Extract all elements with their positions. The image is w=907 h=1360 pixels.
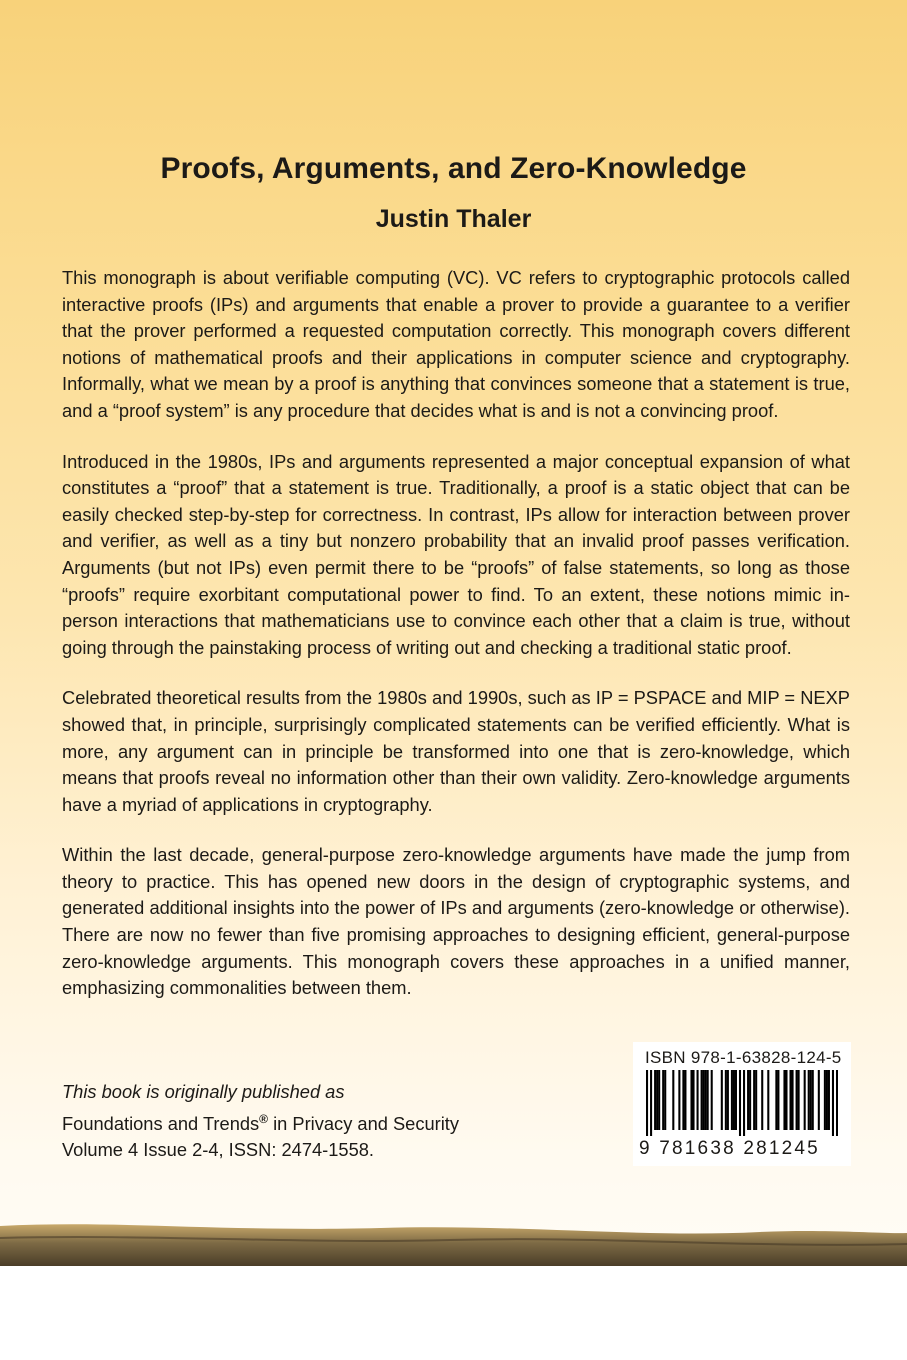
barcode-bar <box>755 1070 757 1130</box>
barcode-bars <box>646 1070 838 1136</box>
barcode-bar <box>721 1070 723 1130</box>
blurb-paragraph: Introduced in the 1980s, IPs and arguments represented a major conceptual expansion of what constitutes a “proof” that a statement is true. Traditionally, a proof is a static object that can be easily checked step-by-step for correctness. In contrast, IPs allow for interaction between prover and verifier, as well as a tiny but nonzero probability that an invalid proof passes verification. Arguments (but not IPs) even permit there to be “proofs” of false statements, so long as those “proofs” require exorbitant computational power to find. To an extent, these notions mimic in-person interactions that mathematicians use to convince each other that a claim is true, without going through the painstaking process of writing out and checking a traditional static proof. <box>62 450 850 658</box>
barcode-bar <box>654 1070 656 1130</box>
barcode-bar <box>678 1070 680 1130</box>
barcode-bar <box>711 1070 713 1130</box>
blurb-paragraph: Within the last decade, general-purpose zero-knowledge arguments have made the jump from theory to practice. This has opened new doors in the design of cryptographic systems, and generated additional insights into the power of IPs and arguments (zero-knowledge or otherwise). There are now no fewer than five promising approaches to designing efficient, general-purpose zero-knowledge arguments. This monograph covers these approaches in a unified manner, emphasizing commonalities between them. <box>62 844 850 999</box>
blurb-paragraph: This monograph is about verifiable computing (VC). VC refers to cryptographic protocols called interactive proofs (IPs) and arguments that enable a prover to provide a guarantee to a verifier that the prover performed a requested computation correctly. This monograph covers different notions of mathematical proofs and their applications in computer science and cryptography. Informally, what we mean by a proof is anything that convinces someone that a statement is true, and a “proof system” is any procedure that decides what is and is not a convincing proof. <box>62 267 850 421</box>
barcode-bar <box>664 1070 666 1130</box>
isbn-barcode <box>633 1042 851 1166</box>
barcode-bar <box>725 1070 727 1130</box>
barcode-bar <box>703 1070 705 1130</box>
barcode-bar <box>775 1070 777 1130</box>
barcode-bar <box>753 1070 755 1130</box>
barcode-bar <box>812 1070 814 1130</box>
publication-line-1: This book is originally published as <box>62 1081 345 1102</box>
blurb-paragraph: Celebrated theoretical results from the 1980s and 1990s, such as IP = PSPACE and MIP = NEXP showed that, in principle, surprisingly complicated statements can be verified efficiently. What is more, any argument can in principle be transformed into one that is zero-knowledge, which means that proofs reveal no information other than their own validity. Zero-knowledge arguments have a myriad of applications in cryptography. <box>62 687 850 815</box>
barcode-bar <box>672 1070 674 1130</box>
isbn-digits: 9 781638 281245 <box>639 1138 820 1159</box>
barcode-bar <box>785 1070 787 1130</box>
barcode-bar <box>662 1070 664 1130</box>
barcode-bar <box>701 1070 703 1130</box>
barcode-bar <box>690 1070 692 1130</box>
barcode-bar <box>749 1070 751 1130</box>
barcode-bar <box>646 1070 648 1136</box>
bottom-margin <box>0 1266 907 1360</box>
horizon-landscape <box>0 1218 907 1266</box>
barcode-bar <box>783 1070 785 1130</box>
barcode-bar <box>810 1070 812 1130</box>
publication-line-3: Volume 4 Issue 2-4, ISSN: 2474-1558. <box>62 1139 374 1161</box>
barcode-bar <box>789 1070 791 1130</box>
book-title: Proofs, Arguments, and Zero-Knowledge <box>160 152 747 185</box>
barcode-bar <box>792 1070 794 1130</box>
barcode-bar <box>767 1070 769 1130</box>
barcode-bar <box>826 1070 828 1130</box>
series-suffix: in Privacy and Security <box>268 1112 460 1134</box>
barcode-bar <box>650 1070 652 1136</box>
publication-note <box>62 1079 582 1164</box>
barcode-bar <box>658 1070 660 1130</box>
barcode-bar <box>832 1070 834 1136</box>
barcode-bar <box>808 1070 810 1130</box>
barcode-bar <box>656 1070 658 1130</box>
registered-mark: ® <box>259 1111 269 1126</box>
barcode-bar <box>733 1070 735 1130</box>
barcode-bar <box>743 1070 745 1136</box>
barcode-bar <box>824 1070 826 1130</box>
barcode-bar <box>818 1070 820 1130</box>
barcode-bar <box>731 1070 733 1130</box>
barcode-bar <box>836 1070 838 1136</box>
barcode-bar <box>692 1070 694 1130</box>
isbn-label: ISBN 978-1-63828-124-5 <box>645 1048 842 1067</box>
barcode-bar <box>804 1070 806 1130</box>
barcode-bar <box>682 1070 684 1130</box>
barcode-bar <box>828 1070 830 1130</box>
barcode-bar <box>796 1070 798 1130</box>
barcode-bar <box>684 1070 686 1130</box>
barcode-bar <box>735 1070 737 1130</box>
barcode-bar <box>798 1070 800 1130</box>
barcode-bar <box>761 1070 763 1130</box>
barcode-bar <box>747 1070 749 1130</box>
book-author: Justin Thaler <box>375 205 532 233</box>
series-name: Foundations and Trends <box>62 1112 260 1134</box>
barcode-bar <box>777 1070 779 1130</box>
barcode-bar <box>697 1070 699 1130</box>
barcode-bar <box>707 1070 709 1130</box>
publication-line-2 <box>62 1106 582 1138</box>
barcode-bar <box>705 1070 707 1130</box>
barcode-bar <box>727 1070 729 1130</box>
blurb <box>62 265 850 1026</box>
barcode-bar <box>739 1070 741 1136</box>
